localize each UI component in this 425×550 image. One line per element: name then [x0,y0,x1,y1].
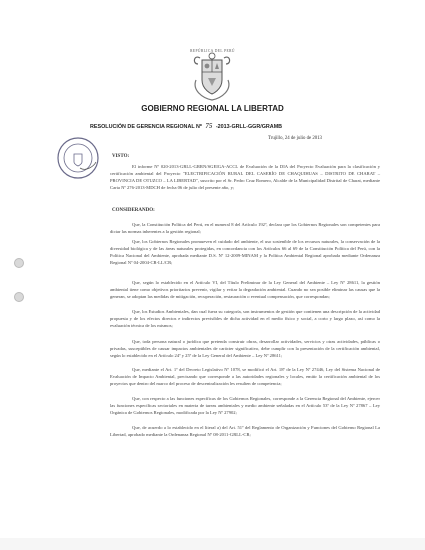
considerando-paragraph [110,366,380,387]
paragraph-text: Que, según lo establecido en el Artículo VI, del Título Preliminar de la Ley General del Ambiente – Ley Nº 28611, la gestión ambiental tiene como objetivos prioritarios prevenir, vigilar y evitar la degradación ambiental. Cuando no sea posible eliminar las causas que la generan, se adoptan las medidas de mitigación, recuperación, restauración o eventual compensación, que correspondan; [110,280,380,299]
government-title: GOBIERNO REGIONAL LA LIBERTAD [141,104,284,113]
resolution-number: 75 [205,122,213,130]
visto-text: El informe Nº 020-2013-GRLL-GRRN/SGEIGA-ACCL de Evaluación de la DIA del Proyecto Evaluación para la clasificación y certificación ambiental del Proyecto "ELECTRIFICACIÓN RURAL DEL CASERÍO DE CHAQUIHUAS – DISTRITO DE CHARAT – PROVINCIA DE OTUZCO – LA LIBERTAD", suscrito por el Sr. Pedro Cruz Romero, Alcalde de la Municipalidad Distrital de Charat, mediante Carta Nº 276-2013-MDCH de fecha 06 de julio del presente año, y; [110,164,380,190]
paragraph-text: Que, con respecto a las funciones específicas de los Gobiernos Regionales, corresponde a la Gerencia Regional del Ambiente, ejercer las funciones específicas sectoriales en materia de tareas ambientales y medio ambiente señaladas en el Artículo 53º de la Ley Nº 27867 – Ley Orgánica de Gobiernos Regionales, modificada por la Ley Nº 27902; [110,396,380,415]
page-bottom-edge [0,538,425,550]
paragraph-text: Que, la Constitución Política del Perú, en el numeral 8 del Artículo 192º, declara que los Gobiernos Regionales son competentes para dictar las normas inherentes a la gestión regional; [110,222,380,234]
resolution-title [90,122,390,130]
considerando-paragraph [110,424,380,438]
paragraph-text: Que, los Estudios Ambientales, dan cual fuera su categoría, son instrumentos de gestión que contienen una descripción de la actividad propuesta y de los efectos directos e indirectos previsibles de dicha actividad en el medio físico y social, a corto y largo plazo, así como la evaluación técnica de los mismos; [110,309,380,328]
visto-paragraph [110,163,380,191]
resolution-prefix: RESOLUCIÓN DE GERENCIA REGIONAL Nº [90,124,202,130]
considerando-paragraph [110,338,380,359]
official-stamp-icon [56,136,100,180]
binder-hole [14,258,24,268]
paragraph-text: Que, de acuerdo a lo establecido en el literal a) del Art. 51º del Reglamento de Organización y Funciones del Gobierno Regional La Libertad, aprobado mediante la Ordenanza Regional Nº 08-2011-GRLL-CR; [110,425,380,437]
coat-of-arms-icon [190,50,234,102]
paragraph-text: Que, los Gobiernos Regionales promueven el cuidado del ambiente, el uso sostenible de los recursos naturales, la conservación de la diversidad biológica y de las áreas naturales protegidas, en concordancia con los Artículos 66 al 69 de la Constitución Política del Perú, con la Política Nacional del Ambiente, aprobada mediante D.S. Nº 12-2009-MINAM y la Política Ambiental Regional aprobada mediante Ordenanza Regional Nº 04-2004-CR-LL/CR; [110,239,380,265]
binder-hole [14,292,24,302]
considerando-paragraph [110,279,380,300]
crest-caption: REPÚBLICA DEL PERÚ [190,49,235,53]
considerando-paragraph [110,308,380,329]
paragraph-text: Que, toda persona natural o jurídica que pretenda construir obras, desarrollar actividades, servicios y otras actividades, públicas o privadas, susceptibles de causar impactos ambientales de carácter significativo, debe cumplir con la presentación de la certificación ambiental, según lo establecido en el Artículo 24º y 25º de la Ley General del Ambiente – Ley Nº 28611; [110,339,380,358]
document-date: Trujillo, 24 de julio de 2013 [268,136,322,141]
visto-heading: VISTO: [112,154,130,159]
considerando-paragraph [110,395,380,416]
paragraph-text: Que, mediante el Art. 1º del Decreto Legislativo Nº 1078, se modificó el Art. 18º de la Ley Nº 27446, Ley del Sistema Nacional de Evaluación de Impacto Ambiental, precisando que corresponde a las autoridades regionales y locales, emitir la certificación ambiental de los proyectos que dentro del marco del proceso de descentralización les resulten de competencia; [110,367,380,386]
considerando-paragraph [110,238,380,266]
considerando-heading: CONSIDERANDO: [112,208,155,213]
considerando-paragraph [110,221,380,235]
resolution-suffix: -2013-GRLL-GGR/GRAMB [215,124,283,130]
